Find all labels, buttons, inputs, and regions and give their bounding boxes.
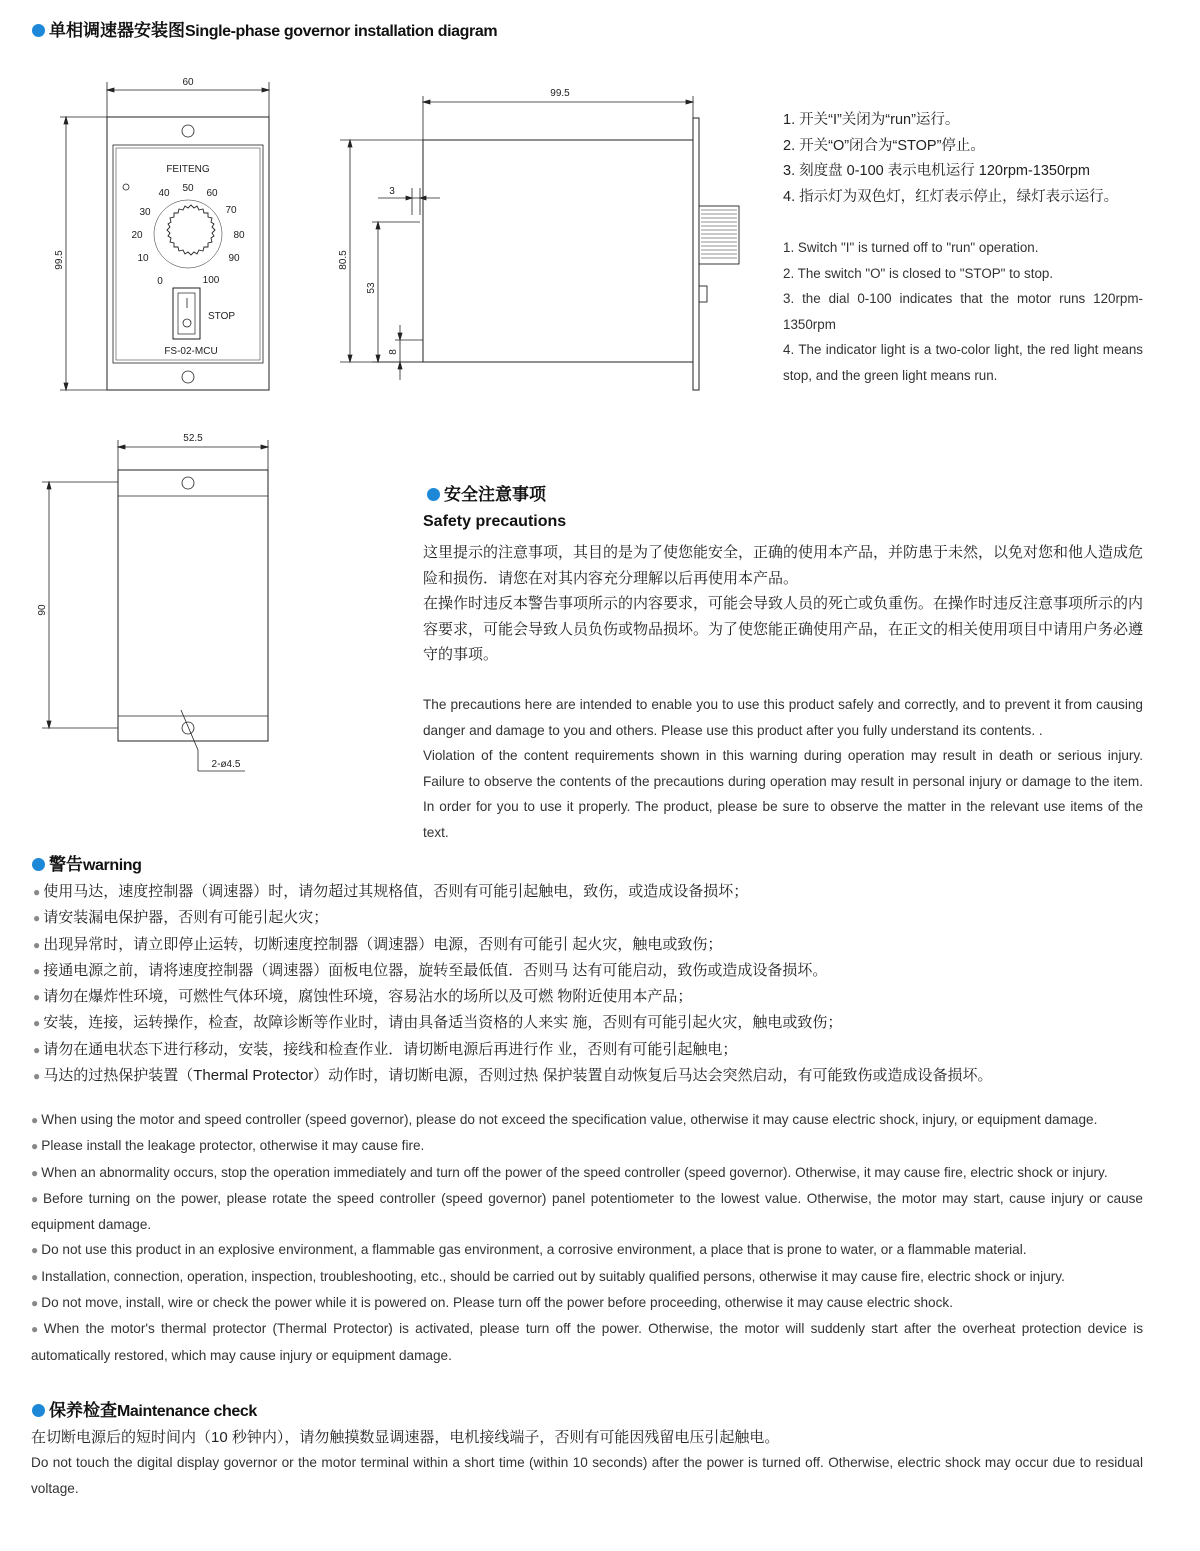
side-view [340,96,739,390]
safety-text-cn [423,540,1143,668]
warning-en-item: ● When the motor's thermal protector (Thermal Protector) is activated, please turn off the power. Otherwise, the motor will suddenly start after the overheat protection device is automatically restored, which may cause injury or equipment damage. [31,1316,1143,1368]
side-height-dimension: 80.5 [338,250,349,270]
safety-en-paragraph: The precautions here are intended to enable you to use this product safely and correctly, and to prevent it from causing danger and damage to you and others. Please use this product after you fully understand its contents. . [423,697,1143,738]
warning-cn-item: ● 请勿在爆炸性环境，可燃性气体环境，腐蚀性环境，容易沾水的场所以及可燃 物附近使用本产品； [33,984,992,1010]
warning-cn-item: ● 接通电源之前，请将速度控制器（调速器）面板电位器，旋转至最低值．否则马 达有可能启动，致伤或造成设备损坏。 [33,958,992,984]
dial-tick-label: 90 [228,253,240,264]
safety-text-en [423,692,1143,845]
dial-tick-label: 20 [131,230,143,241]
safety-heading [427,480,546,505]
side-8-dimension: 8 [388,349,399,355]
maintenance-heading [32,1396,257,1421]
notes-en-list [783,235,1143,388]
title-en: Single-phase governor installation diagram [185,23,498,40]
dial-scale [131,183,245,287]
note-cn: 1. 开关“I”关闭为“run”运行。 [783,112,960,128]
warning-heading-cn: 警告 [49,855,83,874]
warning-cn-item: ● 请安装漏电保护器，否则有可能引起火灾； [33,905,992,931]
dial-tick-label: 50 [182,183,194,194]
warning-cn-item: ● 马达的过热保护装置（Thermal Protector）动作时，请切断电源，否则过热 保护装置自动恢复后马达会突然启动，有可能致伤或造成设备损坏。 [33,1063,992,1089]
bullet-icon [427,488,440,501]
maintenance-heading-en: Maintenance check [117,1403,257,1420]
bullet-icon [32,1404,45,1417]
side-53-dimension: 53 [366,282,377,294]
warning-en-item: ● Do not use this product in an explosive environment, a flammable gas environment, a corrosive environment, a place that is prone to water, or a flammable material. [31,1237,1143,1263]
dial-tick-label: 100 [202,275,220,286]
side-depth-dimension: 99.5 [550,88,570,99]
back-height-dimension: 90 [37,604,48,616]
dial-tick-label: 40 [158,188,170,199]
warning-cn-item: ● 请勿在通电状态下进行移动，安装，接线和检查作业．请切断电源后再进行作 业，否则有可能引起触电； [33,1037,992,1063]
switch-stop-label: STOP [208,311,236,322]
title-cn: 单相调速器安装图 [49,21,185,40]
back-width-dimension: 52.5 [183,433,203,444]
hole-dimension: 2-ø4.5 [211,759,241,770]
note-cn: 2. 开关“O”闭合为“STOP”停止。 [783,137,985,154]
front-width-dimension: 60 [182,77,194,88]
warning-en-item: ● Do not move, install, wire or check the power while it is powered on. Please turn off the power before proceeding, otherwise it may cause electric shock. [31,1290,1143,1316]
back-view [42,440,268,771]
dial-tick-label: 80 [233,230,245,241]
model-label: FS-02-MCU [164,346,218,357]
maintenance-text-en: Do not touch the digital display governor or the motor terminal within a short time (within 10 seconds) after the power is turned off. Otherwise, electric shock may occur due to residual voltage. [31,1455,1143,1496]
dial-tick-label: 10 [137,253,149,264]
safety-heading-cn: 安全注意事项 [444,485,546,504]
warning-en-item: ● When using the motor and speed controller (speed governor), please do not exceed the specification value, otherwise it may cause electric shock, injury, or equipment damage. [31,1107,1143,1133]
safety-subheading: Safety precautions [423,513,567,530]
note-en: 1. Switch "I" is turned off to "run" operation. [783,240,1039,255]
warning-cn-item: ● 安装，连接，运转操作，检查，故障诊断等作业时，请由具备适当资格的人来实 施，否则有可能引起火灾，触电或致伤； [33,1010,992,1036]
safety-cn-paragraph: 在操作时违反本警告事项所示的内容要求，可能会导致人员的死亡或负重伤。在操作时违反注意事项所示的内容要求，可能会导致人员负伤或物品损坏。为了使您能正确使用产品，在正文的相关使用项目中请用户务必遵 守的事项。 [423,595,1144,663]
dial-knob [167,205,215,255]
maintenance-text-cn: 在切断电源后的短时间内（10 秒钟内），请勿触摸数显调速器，电机接线端子，否则有可能因残留电压引起触电。 [31,1429,780,1446]
warning-en-item: ● Please install the leakage protector, otherwise it may cause fire. [31,1133,1143,1159]
note-en: 2. The switch "O" is closed to "STOP" to stop. [783,265,1054,281]
note-en: 3. the dial 0-100 indicates that the motor runs 120rpm-1350rpm [783,291,1143,332]
front-height-dimension: 99.5 [54,250,65,270]
dial-tick-label: 0 [157,276,163,287]
brand-label: FEITENG [166,164,210,175]
warning-heading-en: warning [83,857,142,874]
warning-en-list [31,1107,1143,1368]
dial-tick-label: 60 [206,188,218,199]
dial-tick-label: 70 [225,205,237,216]
safety-en-paragraph: Violation of the content requirements shown in this warning during operation may result in death or serious injury. Failure to observe the contents of the precautions during operation may result in personal injury or damage to the item. In order for you to use it properly. The product, please be sure to observe the matter in the relevant use items of the text. [423,748,1143,840]
dial-tick-label: 30 [139,207,151,218]
warning-heading [32,850,142,875]
side-offset-dimension: 3 [389,186,395,197]
note-cn: 4. 指示灯为双色灯，红灯表示停止，绿灯表示运行。 [783,188,1119,205]
warning-cn-item: ● 使用马达，速度控制器（调速器）时，请勿超过其规格值，否则有可能引起触电，致伤，或造成设备损坏； [33,879,992,905]
warning-en-item: ● Installation, connection, operation, inspection, troubleshooting, etc., should be carried out by suitably qualified persons, otherwise it may cause fire, electric shock or injury. [31,1264,1143,1290]
bullet-icon [32,858,45,871]
warning-en-item: ● Before turning on the power, please rotate the speed controller (speed governor) panel potentiometer to the lowest value. Otherwise, the motor may start, cause injury or cause equipment damage. [31,1186,1143,1238]
note-en: 4. The indicator light is a two-color light, the red light means stop, and the green light means run. [783,342,1143,383]
warning-en-item: ● When an abnormality occurs, stop the operation immediately and turn off the power of the speed controller (speed governor). Otherwise, it may cause fire, electric shock or injury. [31,1160,1143,1186]
note-cn: 3. 刻度盘 0-100 表示电机运行 120rpm-1350rpm [783,163,1091,179]
notes-cn-list [783,108,1118,210]
maintenance-heading-cn: 保养检查 [49,1401,117,1420]
warning-cn-list [33,879,992,1089]
safety-cn-paragraph: 这里提示的注意事项，其目的是为了使您能安全，正确的使用本产品，并防患于未然，以免对您和他人造成危险和损伤．请您在对其内容充分理解以后再使用本产品。 [423,544,1144,587]
warning-cn-item: ● 出现异常时，请立即停止运转，切断速度控制器（调速器）电源，否则有可能引 起火灾，触电或致伤； [33,932,992,958]
